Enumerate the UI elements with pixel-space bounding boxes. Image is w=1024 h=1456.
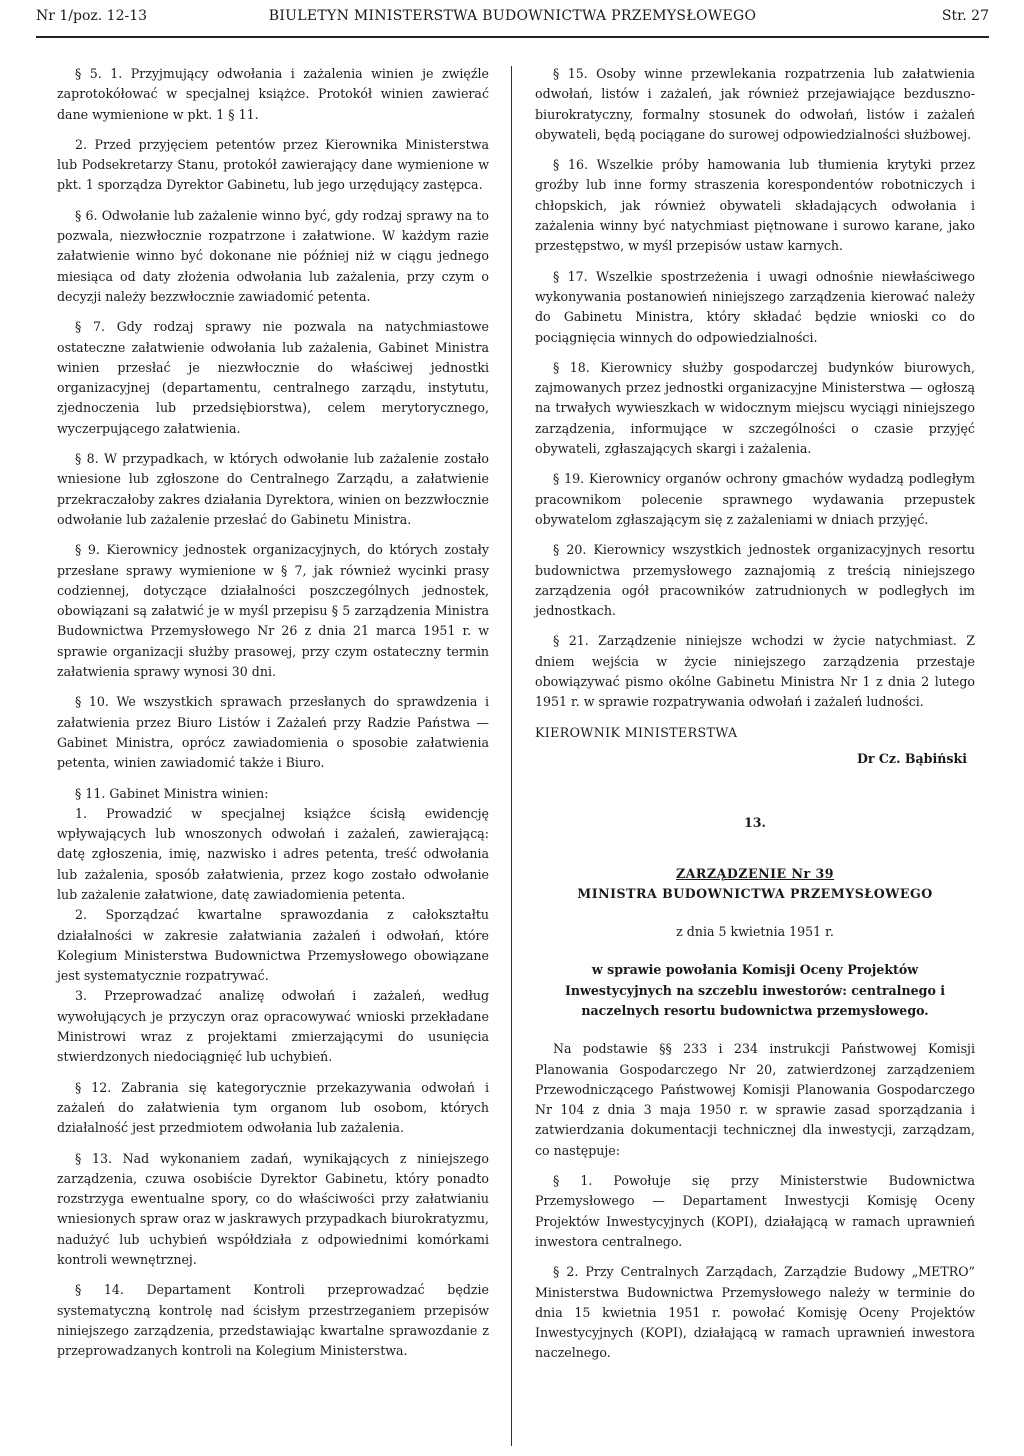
page-header — [36, 8, 989, 38]
right-column — [535, 64, 975, 1374]
paragraph-par5-1: § 5. 1. Przyjmujący odwołania i zażalenia winien je zwięźle zaprotokółować w specjalnej książce. Protokół winien zawierać dane wymienione w pkt. 1 § 11. — [57, 66, 489, 122]
paragraph-par18: § 18. Kierownicy służby gospodarczej budynków biurowych, zajmowanych przez jednostki organizacyjne Ministerstwa — ogłoszą na trwałych wywieszkach w widocznym miejscu wyciągi niniejszego zarządzenia, informujące w szczególności o czasie przyjęć obywateli, zgłaszających skargi i zażalenia. — [535, 359, 975, 457]
bulletin-title: BIULETYN MINISTERSTWA BUDOWNICTWA PRZEMYSŁOWEGO — [268, 8, 757, 24]
document-preamble: Na podstawie §§ 233 i 234 instrukcji Państwowej Komisji Planowania Gospodarczego Nr 20, zatwierdzonej zarządzeniem Przewodniczącego Państwowej Komisji Planowania Gospodarczego Nr 104 z dnia 3 maja 1950 r. w sprawie zasad sporządzania i zatwierdzania dokumentacji technicznej dla inwestycji, zarządzam, co następuje: — [535, 1041, 975, 1158]
paragraph-par16: § 16. Wszelkie próby hamowania lub tłumienia krytyki przez groźby lub inne formy straszenia korespondentów robotniczych i chłopskich, jak również obywateli składających odwołania i zażalenia winny być natychmiast piętnowane i surowo karane, jako przestępstwo, w myśl przepisów ustaw karnych. — [535, 157, 975, 254]
column-divider — [511, 66, 512, 1446]
paragraph-par11-2: 2. Sporządzać kwartalne sprawozdania z całokształtu działalności w zakresie załatwiania zażaleń i odwołań, które Kolegium Ministerstwa Budownictwa Przemysłowego obowiązane jest systematycznie rozpatrywać. — [57, 907, 489, 984]
document-subject: w sprawie powołania Komisji Oceny Projektów Inwestycyjnych na szczeblu inwestorów: centralnego i naczelnych resortu budownictwa przemysłowego. — [564, 962, 946, 1018]
document-par1: § 1. Powołuje się przy Ministerstwie Budownictwa Przemysłowego — Departament Inwestycji Komisję Oceny Projektów Inwestycyjnych (KOPI), działającą w ramach uprawnień inwestora centralnego. — [535, 1173, 975, 1249]
paragraph-par5-2: 2. Przed przyjęciem petentów przez Kierownika Ministerstwa lub Podsekretarzy Stanu, protokół zawierający dane wymienione w pkt. 1 sporządza Dyrektor Gabinetu, lub jego urzędujący zastępca. — [57, 136, 489, 193]
paragraph-par14: § 14. Departament Kontroli przeprowadzać będzie systematyczną kontrolę nad ścisłym przestrzeganiem przepisów niniejszego zarządzenia, przedstawiając kwartalne sprawozdanie z przeprowadzanych kontroli na Kolegium Ministerstwa. — [57, 1282, 489, 1359]
document-title: ZARZĄDZENIE Nr 39 — [675, 865, 835, 881]
paragraph-par6: § 6. Odwołanie lub zażalenie winno być, gdy rodzaj sprawy na to pozwala, niezwłocznie rozpatrzone i załatwione. W każdym razie załatwienie winno być dokonane nie później niż w ciągu jednego miesiąca od daty złożenia odwołania lub zażalenia, przy czym o decyzji należy bezzwłocznie zawiadomić petenta. — [57, 207, 489, 304]
document-date: z dnia 5 kwietnia 1951 r. — [676, 924, 834, 940]
paragraph-par7: § 7. Gdy rodzaj sprawy nie pozwala na natychmiastowe ostateczne załatwienie odwołania lub zażalenia, Gabinet Ministra winien przesłać je niezwłocznie do właściwej jednostki organizacyjnej (departamentu, centralnego zarządu, instytutu, zjednoczenia lub przedsiębiorstwa), celem merytorycznego, wyczerpującego załatwienia. — [57, 319, 489, 436]
signature-label: KIEROWNIK MINISTERSTWA — [535, 724, 738, 740]
document-number: 13. — [744, 815, 766, 831]
left-column — [57, 64, 489, 1372]
paragraph-par15: § 15. Osoby winne przewlekania rozpatrzenia lub załatwienia odwołań, listów i zażaleń, jak również przejawiające bezduszno-biurokratyczny, formalny stosunek do odwołań, listów i zażaleń obywateli, będą pociągane do surowej odpowiedzialności służbowej. — [535, 66, 975, 142]
paragraph-par9: § 9. Kierownicy jednostek organizacyjnych, do których zostały przesłane sprawy wymienione w § 7, jak również wycinki prasy codziennej, dotyczące działalności poszczególnych jednostek, obowiązani są załatwić je w myśl przepisu § 5 zarządzenia Ministra Budownictwa Przemysłowego Nr 26 z dnia 21 marca 1951 r. w sprawie organizacji służby prasowej, przy czym ostateczny termin załatwienia sprawy wynosi 30 dni. — [57, 542, 489, 680]
document-body — [535, 1039, 975, 1363]
paragraph-par12: § 12. Zabrania się kategorycznie przekazywania odwołań i zażaleń do załatwienia tym organom lub osobom, których działalność jest przedmiotem odwołania lub zażalenia. — [57, 1079, 489, 1136]
header-rule — [36, 36, 989, 38]
document-par2: § 2. Przy Centralnych Zarządach, Zarządzie Budowy „METRO” Ministerstwa Budownictwa Przemysłowego należy w terminie do dnia 15 kwietnia 1951 r. powołać Komisję Oceny Projektów Inwestycyjnych (KOPI), działającą w ramach uprawnień inwestora naczelnego. — [535, 1264, 975, 1361]
paragraph-par21: § 21. Zarządzenie niniejsze wchodzi w życie natychmiast. Z dniem wejścia w życie niniejszego zarządzenia przestaje obowiązywać pismo okólne Gabinetu Ministra Nr 1 z dnia 2 lutego 1951 r. w sprawie rozpatrywania odwołań i zażaleń ludności. — [535, 633, 975, 710]
paragraph-par10: § 10. We wszystkich sprawach przesłanych do sprawdzenia i załatwienia przez Biuro Listów i Zażaleń przy Radzie Państwa — Gabinet Ministra, oprócz zawiadomienia o sposobie załatwienia petenta, winien zawiadomić także i Biuro. — [57, 694, 489, 771]
signature-name: Dr Cz. Bąbiński — [856, 750, 967, 766]
paragraph-par13: § 13. Nad wykonaniem zadań, wynikających z niniejszego zarządzenia, czuwa osobiście Dyrektor Gabinetu, który ponadto rozstrzyga ewentualne spory, co do właściwości przy załatwianiu wniesionych spraw oraz w jaskrawych przypadkach biurokratyzmu, nadużyć lub uchybień współdziała z odpowiednimi komórkami kontroli wewnętrznej. — [57, 1150, 489, 1268]
paragraph-par17: § 17. Wszelkie spostrzeżenia i uwagi odnośnie niewłaściwego wykonywania postanowień niniejszego zarządzenia kierować należy do Gabinetu Ministra, który składać będzie wnioski co do pociągnięcia winnych do odpowiedzialności. — [535, 268, 975, 345]
paragraph-par20: § 20. Kierownicy wszystkich jednostek organizacyjnych resortu budownictwa przemysłowego zaznajomią z treścią niniejszego zarządzenia ogół pracowników zatrudnionych w podległych im jednostkach. — [535, 542, 975, 619]
paragraph-par11-1: 1. Prowadzić w specjalnej książce ścisłą ewidencję wpływających lub wnoszonych odwołań i zażaleń, zawierającą: datę zgłoszenia, imię, nazwisko i adres petenta, treść odwołania lub zażalenia, sposób załatwienia, przez kogo zostało odwołanie lub zażalenie załatwione, datę zawiadomienia petenta. — [57, 805, 489, 902]
page-number: Str. 27 — [941, 8, 989, 24]
paragraph-par11-3: 3. Przeprowadzać analizę odwołań i zażaleń, według wywołujących je przyczyn oraz opracowywać wnioski przekładane Ministrowi wraz z projektami zmierzającymi do usunięcia stwierdzonych niedociągnięć lub uchybień. — [57, 988, 489, 1065]
document-issuer: MINISTRA BUDOWNICTWA PRZEMYSŁOWEGO — [577, 885, 933, 901]
paragraph-par8: § 8. W przypadkach, w których odwołanie lub zażalenie zostało wniesione lub zgłoszone do Centralnego Zarządu, a załatwienie przekraczałoby zakres działania Dyrektora, winien on bezzwłocznie odwołanie lub zażalenie przesłać do Gabinetu Ministra. — [57, 451, 489, 527]
issue-number: Nr 1/poz. 12-13 — [36, 8, 148, 24]
paragraph-par11-intro: § 11. Gabinet Ministra winien: — [75, 785, 269, 801]
paragraph-par19: § 19. Kierownicy organów ochrony gmachów wydadzą podległym pracownikom polecenie sprawnego wydawania przepustek obywatelom zgłaszającym się z zażaleniami w dniach przyjęć. — [535, 471, 975, 527]
